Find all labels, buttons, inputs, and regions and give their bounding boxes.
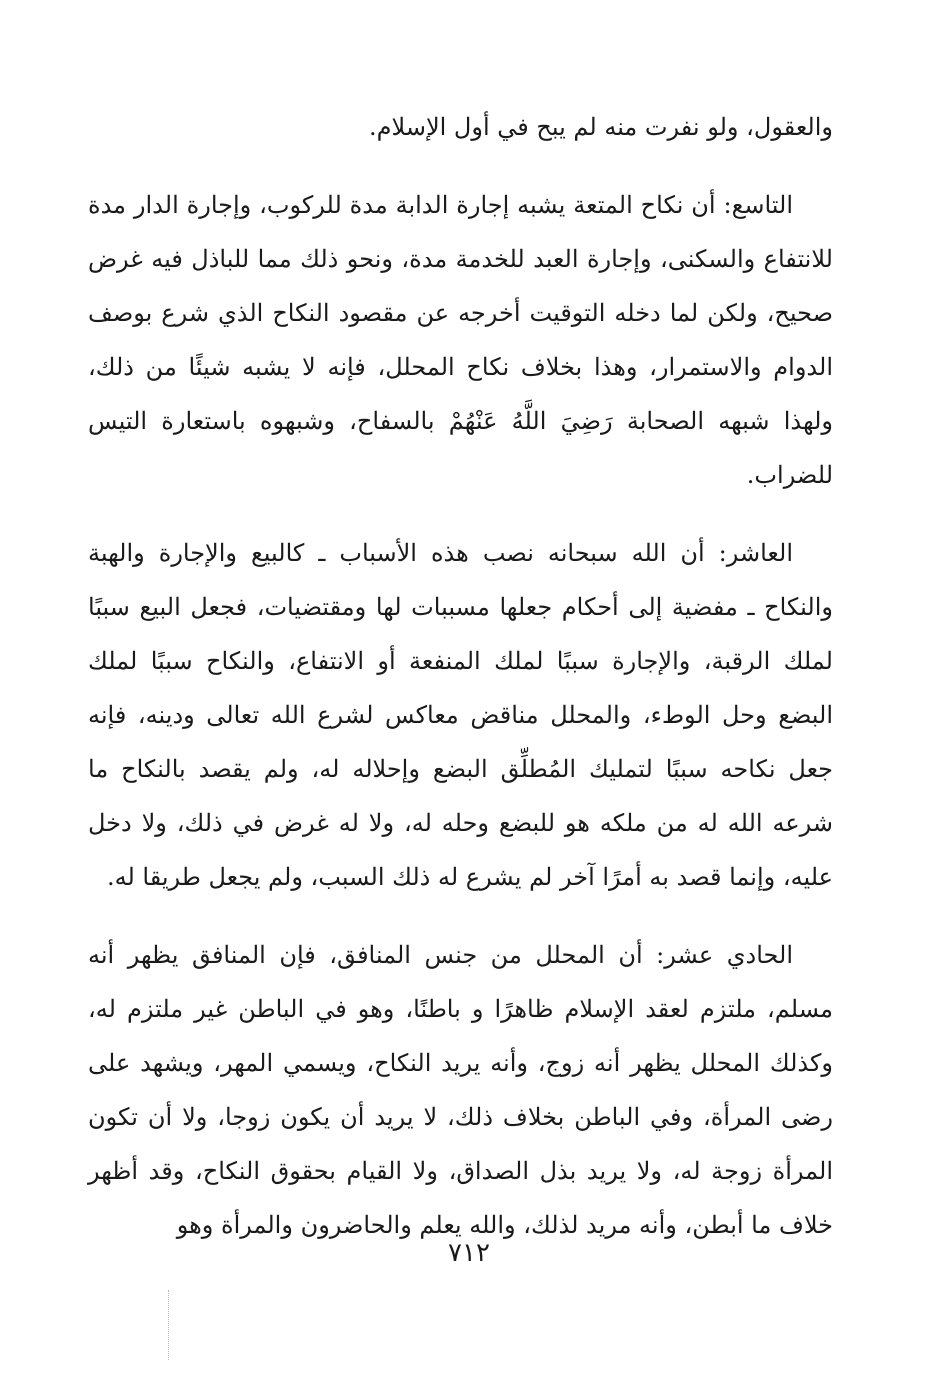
paragraph-1: والعقول، ولو نفرت منه لم يبح في أول الإسلام. — [369, 113, 833, 141]
page-number: ٧١٢ — [448, 1238, 490, 1268]
margin-scan-mark — [168, 1290, 181, 1360]
paragraph-2: التاسع: أن نكاح المتعة يشبه إجارة الدابة مدة للركوب، وإجارة الدار مدة للانتفاع والسكنى، وإجارة العبد للخدمة مدة، ونحو ذلك مما للباذل فيه غرض صحيح، ولكن لما دخله التوقيت أخرجه عن مقصود النكاح الذي شرع بوصف الدوام والاستمرار، وهذا بخلاف نكاح المحلل، فإنه لا يشبه شيئًا من ذلك، ولهذا شبهه الصحابة رَضِيَ اللَّهُ عَنْهُمْ بالسفاح، وشبهوه باستعارة التيس للضراب. — [88, 191, 833, 489]
paragraph-3: العاشر: أن الله سبحانه نصب هذه الأسباب ـ كالبيع والإجارة والهبة والنكاح ـ مفضية إلى أحكام جعلها مسببات لها ومقتضيات، فجعل البيع سببًا لملك الرقبة، والإجارة سببًا لملك المنفعة أو الانتفاع، والنكاح سببًا لملك البضع وحل الوطء، والمحلل مناقض معاكس لشرع الله تعالى ودينه، فإنه جعل نكاحه سببًا لتمليك المُطلِّق البضع وإحلاله له، ولم يقصد بالنكاح ما شرعه الله له من ملكه هو للبضع وحله له، ولا له غرض في ذلك، ولا دخل عليه، وإنما قصد به أمرًا آخر لم يشرع له ذلك السبب، ولم يجعل طريقا له. — [88, 539, 833, 891]
paragraph-4: الحادي عشر: أن المحلل من جنس المنافق، فإن المنافق يظهر أنه مسلم، ملتزم لعقد الإسلام ظاهرًا و باطنًا، وهو في الباطن غير ملتزم له، وكذلك المحلل يظهر أنه زوج، وأنه يريد النكاح، ويسمي المهر، ويشهد على رضى المرأة، وفي الباطن بخلاف ذلك، لا يريد أن يكون زوجا، ولا أن تكون المرأة زوجة له، ولا يريد بذل الصداق، ولا القيام بحقوق النكاح، وقد أظهر خلاف ما أبطن، وأنه مريد لذلك، والله يعلم والحاضرون والمرأة وهو — [88, 941, 833, 1239]
page-body — [88, 100, 833, 1252]
